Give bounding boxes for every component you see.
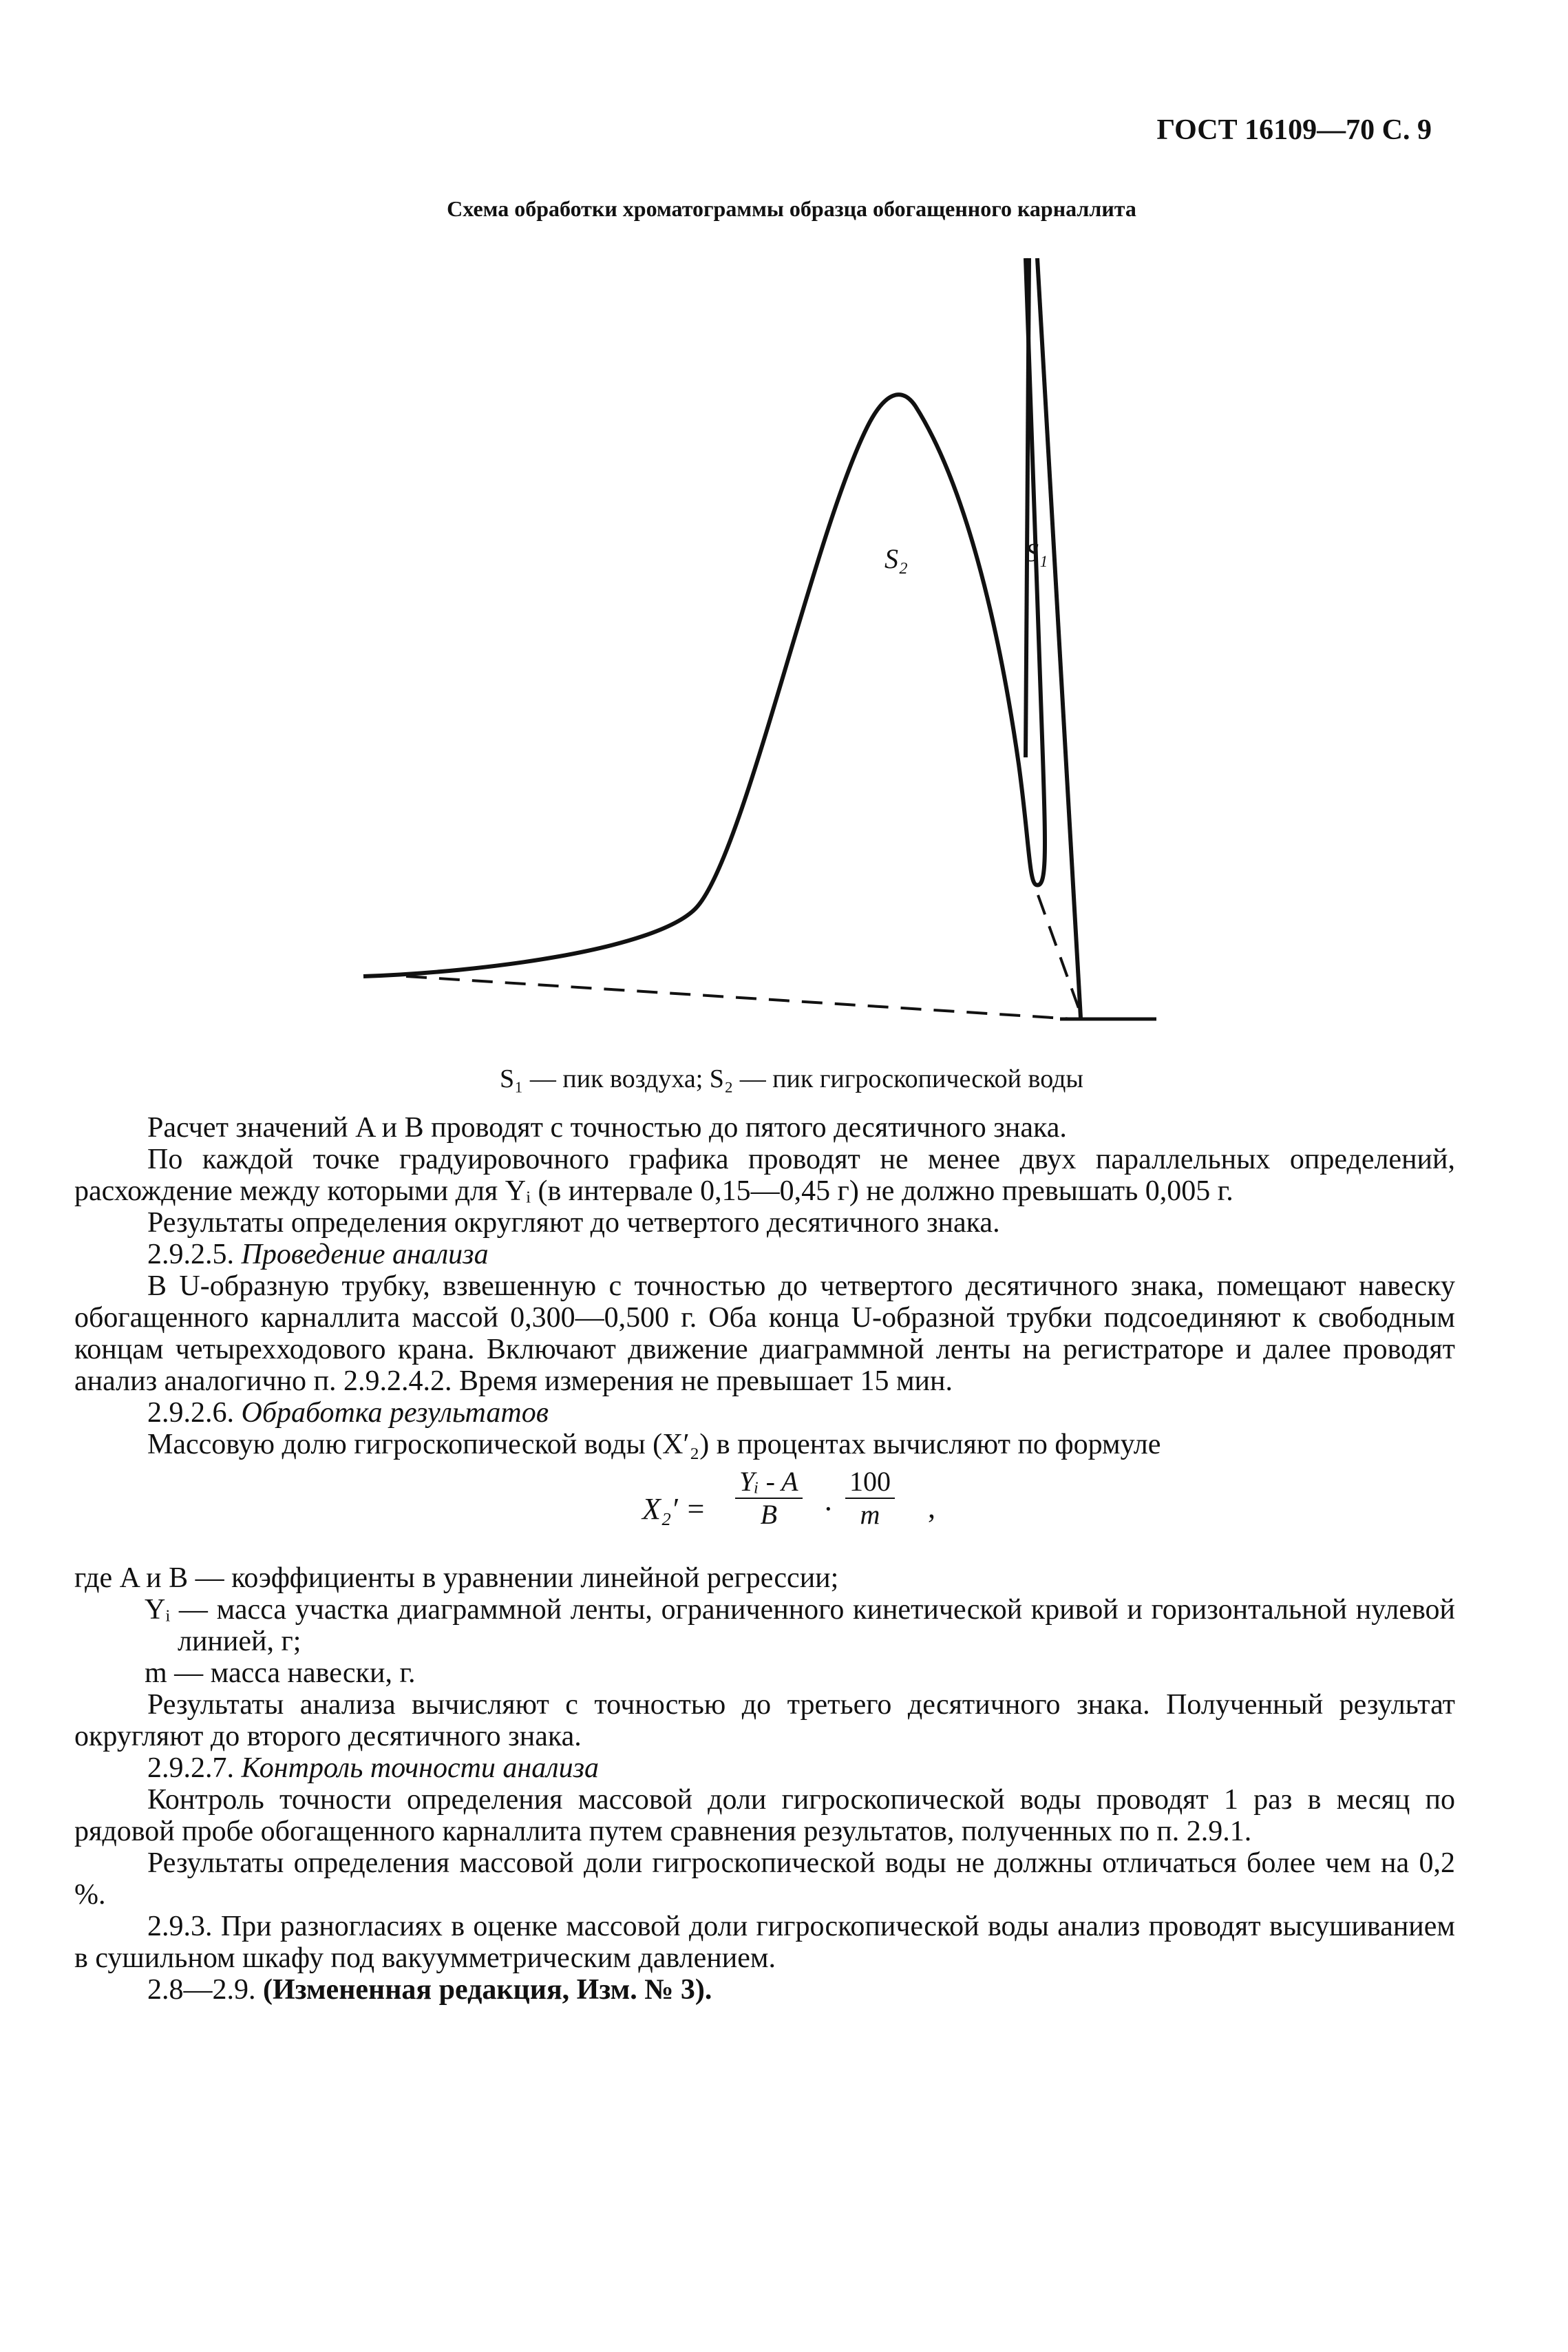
section-title: Контроль точности анализа [241, 1752, 599, 1784]
formula [74, 1466, 1455, 1555]
peak-s1-line-right [1037, 258, 1081, 1018]
where-line: m — масса навески, г. [145, 1657, 416, 1689]
peak-s2-curve [363, 258, 1045, 976]
formula-lhs: X₂′ = [642, 1492, 706, 1526]
paragraph: Расчет значений A и B проводят с точностью до пятого десятичного знака. [147, 1112, 1067, 1144]
amendment-number: 2.8—2.9. [147, 1974, 256, 2006]
formula-denominator-2: m [860, 1499, 880, 1530]
amendment-note [74, 1974, 1455, 2006]
section-heading [74, 1397, 1455, 1429]
paragraph: По каждой точке градуировочного графика проводят не менее двух параллельных определений, расхождение между которыми для Yᵢ (в интервале 0,15—0,45 г) не должно превышать 0,005 г. [74, 1144, 1455, 1207]
section-number: 2.9.2.5. [147, 1239, 234, 1270]
section-heading [74, 1239, 1455, 1270]
page-header: ГОСТ 16109—70 С. 9 [1156, 114, 1432, 146]
body-text [74, 1112, 1455, 2006]
paragraph: Массовую долю гигроскопической воды (X′₂) в процентах вычисляют по формуле [147, 1429, 1161, 1460]
figure-caption: S₁ — пик воздуха; S₂ — пик гигроскопической воды [500, 1064, 1083, 1093]
section-number: 2.9.2.6. [147, 1397, 234, 1429]
paragraph: Результаты определения массовой доли гигроскопической воды не должны отличаться более чем на 0,2 %. [74, 1847, 1455, 1911]
paragraph: 2.9.3. При разногласиях в оценке массовой доли гигроскопической воды анализ проводят высушиванием в сушильном шкафу под вакуумметрическим давлением. [74, 1911, 1455, 1974]
label-s1: S₁ [1026, 538, 1048, 567]
section-number: 2.9.2.7. [147, 1752, 234, 1784]
where-line: где A и B — коэффициенты в уравнении линейной регрессии; [74, 1562, 839, 1594]
dashed-baseline [406, 976, 1074, 1019]
formula-denominator-1: B [760, 1499, 778, 1530]
paragraph: Контроль точности определения массовой доли гигроскопической воды проводят 1 раз в месяц по рядовой пробе обогащенного карналлита путем сравнения результатов, полученных по п. 2.9.1. [74, 1784, 1455, 1847]
formula-numerator-1: Yᵢ - A [735, 1466, 803, 1499]
paragraph: В U-образную трубку, взвешенную с точностью до четвертого десятичного знака, помещают навеску обогащенного карналлита массой 0,300—0,500 г. Оба конца U-образной трубки подсоединяют к свободным концам четырехходового крана. Включают движение диаграммной ленты на регистраторе и далее проводят анализ аналогично п. 2.9.2.4.2. Время измерения не превышает 15 мин. [74, 1270, 1455, 1397]
section-title: Проведение анализа [241, 1239, 489, 1270]
formula-fraction-1 [735, 1466, 803, 1531]
paragraph: Результаты определения округляют до четвертого десятичного знака. [147, 1207, 1000, 1239]
paragraph: Результаты анализа вычисляют с точностью до третьего десятичного знака. Полученный результат округляют до второго десятичного знака. [74, 1689, 1455, 1752]
amendment-text: (Измененная редакция, Изм. № 3). [263, 1974, 712, 2006]
figure-title: Схема обработки хроматограммы образца обогащенного карналлита [447, 196, 1136, 221]
section-title: Обработка результатов [241, 1397, 549, 1429]
label-s2: S₂ [884, 543, 908, 574]
formula-fraction-2 [845, 1466, 895, 1531]
formula-numerator-2: 100 [845, 1466, 895, 1499]
formula-comma: , [928, 1491, 935, 1524]
chromatogram-figure [0, 0, 1568, 1060]
where-line: Yᵢ — масса участка диаграммной ленты, ограниченного кинетической кривой и горизонтальной нулевой линией, г; [145, 1594, 1455, 1657]
section-heading [74, 1752, 1455, 1784]
formula-dot: · [823, 1492, 834, 1526]
